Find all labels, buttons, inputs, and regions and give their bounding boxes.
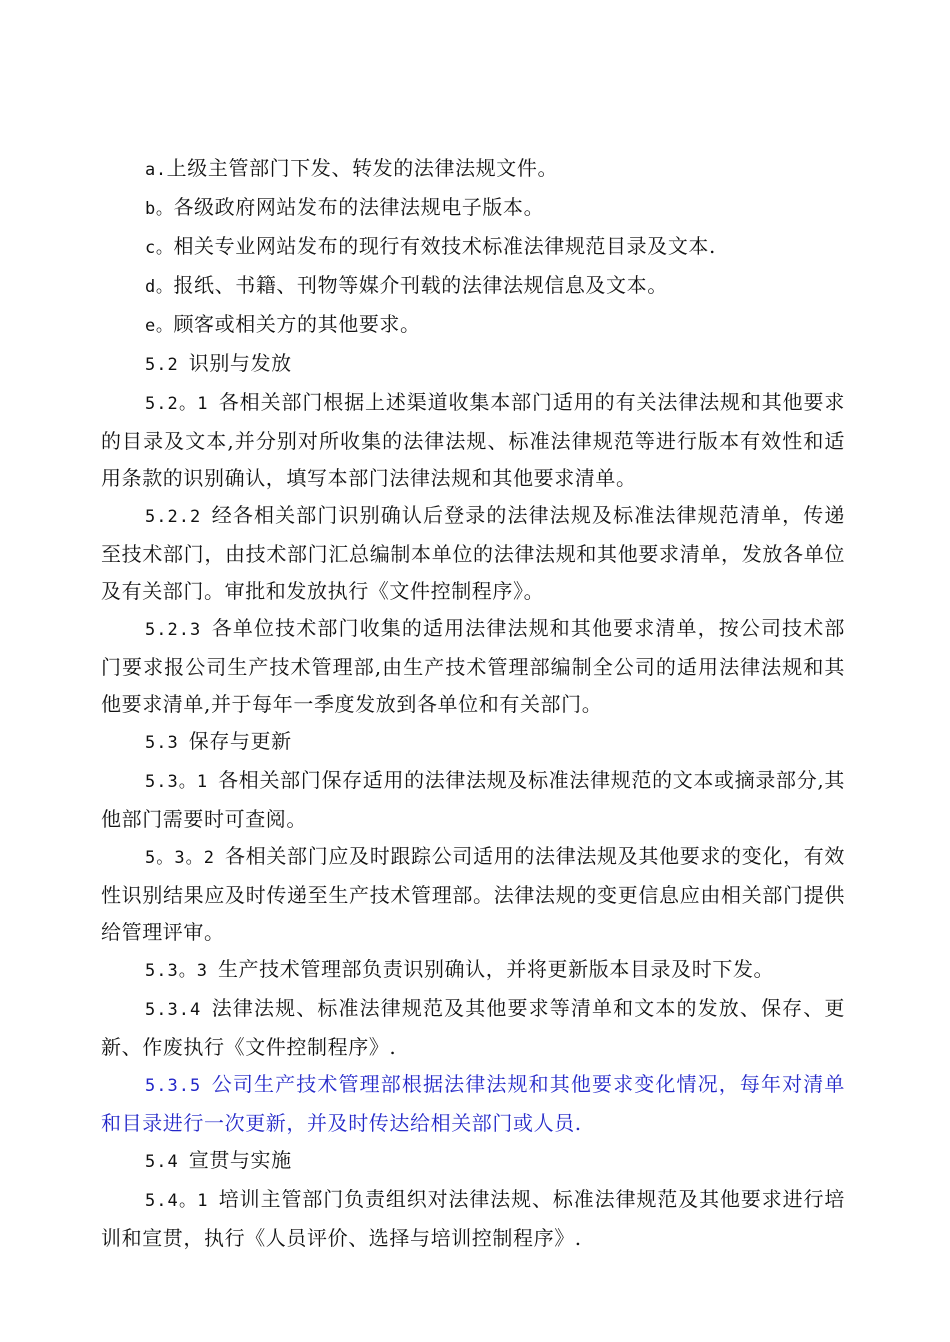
clause-text: 各相关部门应及时跟踪公司适用的法律法规及其他要求的变化，有效性识别结果应及时传递至生产技术管理部。法律法规的变更信息应由相关部门提供给管理评审。 (101, 844, 845, 944)
list-item-b (101, 189, 845, 228)
section-title: 保存与更新 (188, 729, 292, 753)
list-text: 上级主管部门下发、转发的法律法规文件。 (166, 156, 559, 180)
clause-number: 5.3.5 (145, 1076, 202, 1096)
clause-number: 5.2。1 (145, 394, 209, 414)
list-text: 顾客或相关方的其他要求。 (173, 312, 421, 336)
clause-text: 各相关部门保存适用的法律法规及标准法律规范的文本或摘录部分,其他部门需要时可查阅。 (101, 768, 845, 831)
clause-number: 5。3。2 (145, 848, 215, 868)
clause-5-3-4 (101, 990, 845, 1066)
section-heading-5-4 (101, 1142, 845, 1181)
clause-number: 5.3。1 (145, 772, 209, 792)
section-title: 宣贯与实施 (188, 1148, 292, 1172)
clause-number: 5.3.4 (145, 1000, 202, 1020)
clause-5-3-5 (101, 1066, 845, 1142)
list-label: c。 (145, 238, 174, 258)
clause-text: 各相关部门根据上述渠道收集本部门适用的有关法律法规和其他要求的目录及文本,并分别对所收集的法律法规、标准法律规范等进行版本有效性和适用条款的识别确认，填写本部门法律法规和其他要求清单。 (101, 390, 845, 490)
clause-number: 5.2.3 (145, 620, 202, 640)
list-item-e (101, 306, 845, 345)
list-item-d (101, 267, 845, 306)
clause-text: 公司生产技术管理部根据法律法规和其他要求变化情况，每年对清单和目录进行一次更新，并及时传达给相关部门或人员. (101, 1072, 845, 1135)
clause-text: 法律法规、标准法律规范及其他要求等清单和文本的发放、保存、更新、作废执行《文件控制程序》. (101, 996, 845, 1059)
section-heading-5-2 (101, 345, 845, 384)
section-number: 5.4 (145, 1152, 179, 1172)
section-heading-5-3 (101, 723, 845, 762)
list-text: 各级政府网站发布的法律法规电子版本。 (173, 195, 545, 219)
list-item-a (101, 150, 845, 189)
clause-text: 生产技术管理部负责识别确认，并将更新版本目录及时下发。 (217, 957, 775, 981)
clause-5-3-1 (101, 762, 845, 838)
section-title: 识别与发放 (188, 351, 292, 375)
clause-5-2-2 (101, 497, 845, 610)
clause-text: 经各相关部门识别确认后登录的法律法规及标准法律规范清单，传递至技术部门，由技术部门汇总编制本单位的法律法规和其他要求清单，发放各单位及有关部门。审批和发放执行《文件控制程序》。 (101, 503, 845, 603)
clause-5-3-3 (101, 951, 845, 990)
clause-number: 5.3。3 (145, 961, 208, 981)
list-label: b。 (145, 199, 174, 219)
clause-number: 5.2.2 (145, 507, 202, 527)
clause-number: 5.4。1 (145, 1191, 209, 1211)
clause-text: 培训主管部门负责组织对法律法规、标准法律规范及其他要求进行培训和宣贯，执行《人员评价、选择与培训控制程序》. (101, 1187, 845, 1250)
clause-5-2-1 (101, 384, 845, 497)
list-text: 报纸、书籍、刊物等媒介刊载的法律法规信息及文本。 (173, 273, 668, 297)
list-label: d。 (145, 277, 174, 297)
list-item-c (101, 228, 845, 267)
document-body (101, 150, 845, 1257)
section-number: 5.2 (145, 355, 179, 375)
clause-5-2-3 (101, 610, 845, 723)
list-label: e。 (145, 316, 174, 336)
section-number: 5.3 (145, 733, 179, 753)
clause-5-3-2 (101, 838, 845, 951)
clause-text: 各单位技术部门收集的适用法律法规和其他要求清单，按公司技术部门要求报公司生产技术管理部,由生产技术管理部编制全公司的适用法律法规和其他要求清单,并于每年一季度发放到各单位和有关部门。 (101, 616, 845, 716)
clause-5-4-1 (101, 1181, 845, 1257)
list-text: 相关专业网站发布的现行有效技术标准法律规范目录及文本. (173, 234, 716, 258)
list-label: a. (145, 160, 167, 180)
